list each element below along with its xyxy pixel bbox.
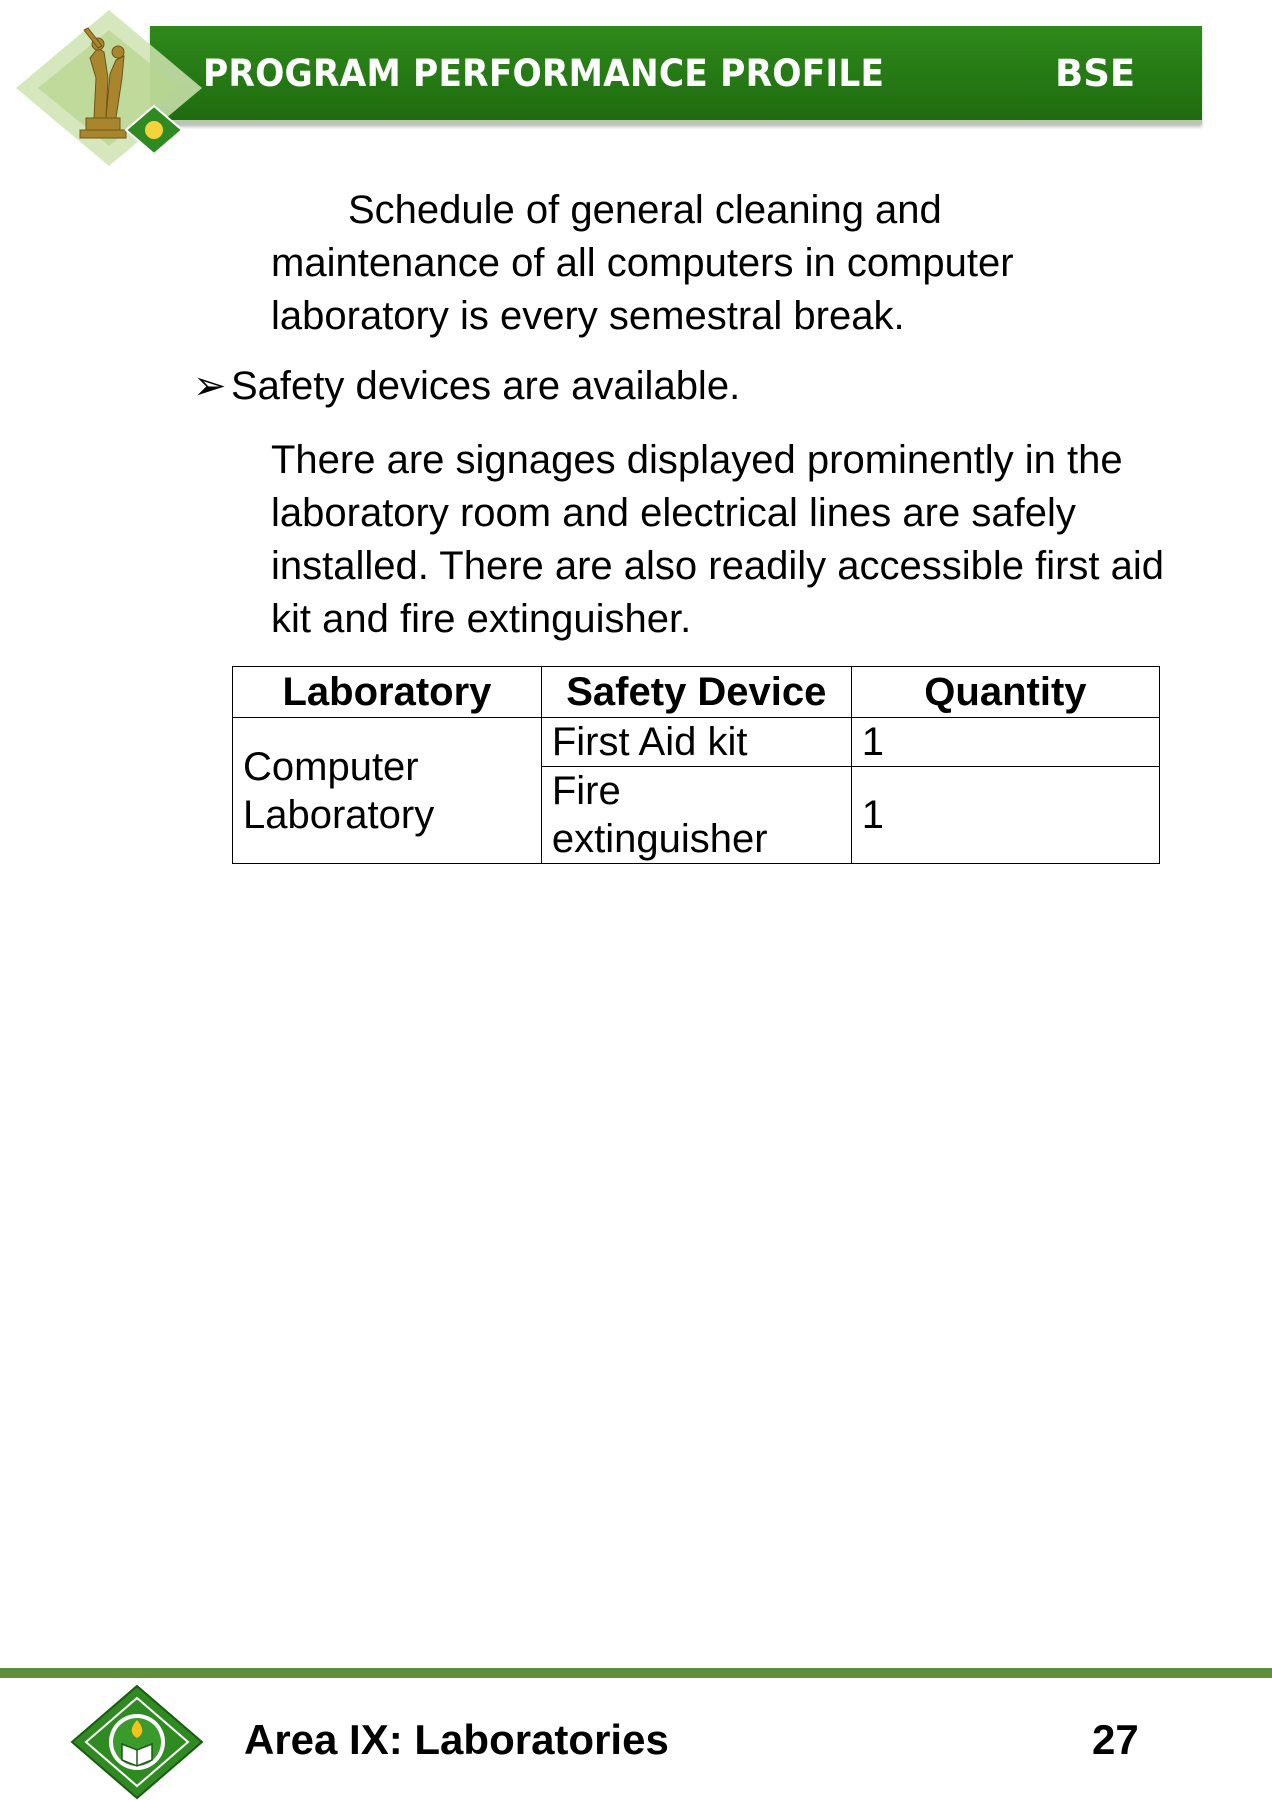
column-header-safety-device: Safety Device	[541, 667, 851, 718]
laboratory-cell: Computer Laboratory	[233, 718, 542, 864]
page-header-title: PROGRAM PERFORMANCE PROFILE	[203, 52, 885, 95]
page-number: 27	[1092, 1716, 1139, 1763]
bullet-text: Safety devices are available.	[231, 364, 741, 408]
table-header-row	[233, 667, 1160, 718]
footer-area-title: Area IX: Laboratories	[244, 1716, 669, 1763]
cleaning-schedule-paragraph: Schedule of general cleaning and maintenance of all computers in computer laboratory is every semestral break.	[271, 188, 1014, 338]
university-statue-logo	[14, 8, 204, 168]
safety-devices-bullet	[193, 360, 740, 413]
column-header-quantity: Quantity	[851, 667, 1159, 718]
device-cell: First Aid kit	[541, 718, 851, 767]
device-cell: Fire extinguisher	[541, 767, 851, 864]
table-row	[233, 718, 1160, 767]
university-seal-logo	[70, 1684, 204, 1800]
footer-divider	[0, 1668, 1272, 1678]
safety-description-paragraph: There are signages displayed prominently in the laboratory room and electrical lines are safely installed. There are also readily accessible first aid kit and fire extinguisher.	[271, 438, 1165, 641]
quantity-cell: 1	[851, 718, 1159, 767]
quantity-cell: 1	[851, 767, 1159, 864]
program-code: BSE	[1055, 52, 1136, 95]
arrow-bullet-icon: ➢	[193, 364, 227, 408]
column-header-laboratory: Laboratory	[233, 667, 542, 718]
safety-devices-table	[232, 666, 1160, 864]
